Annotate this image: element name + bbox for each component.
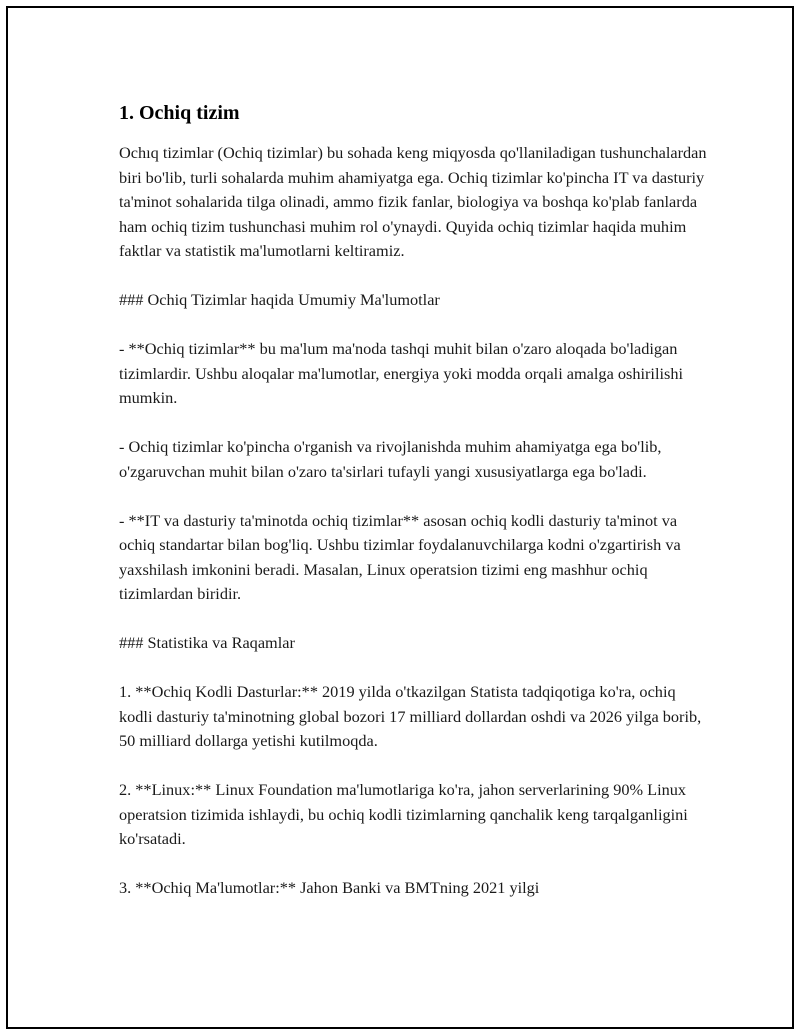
paragraph-gap bbox=[119, 313, 709, 338]
section-heading: 1. Ochiq tizim bbox=[119, 102, 240, 124]
document-body bbox=[119, 98, 709, 901]
paragraph-gap bbox=[119, 656, 709, 681]
intro-paragraph: Ochıq tizimlar (Ochiq tizimlar) bu sohada keng miqyosda qo'llaniladigan tushunchalardan biri bo'lib, turli sohalarda muhim ahamiyatga ega. Ochiq tizimlar ko'pincha IT va dasturiy ta'minot sohalarida tilga olinadi, ammo fizik fanlar, biologiya va boshqa ko'plab fanlarda ham ochiq tizim tushunchasi muhim rol o'ynaydi. Quyida ochiq tizimlar haqida muhim faktlar va statistik ma'lumotlarni keltiramiz. bbox=[119, 143, 707, 260]
stat-item-linux: 2. **Linux:** Linux Foundation ma'lumotlariga ko'ra, jahon serverlarining 90% Linux operatsion tizimida ishlaydi, bu ochiq kodli tizimlarning qanchalik keng tarqalganligini ko'rsatadi. bbox=[119, 780, 688, 848]
bullet-it-software: - **IT va dasturiy ta'minotda ochiq tizimlar** asosan ochiq kodli dasturiy ta'minot va ochiq standartar bilan bog'liq. Ushbu tizimlar foydalanuvchilarga kodni o'zgartirish va yaxshilash imkonini beradi. Masalan, Linux operatsion tizimi eng mashhur ochiq tizimlardan biridir. bbox=[119, 510, 681, 603]
stat-item-open-source: 1. **Ochiq Kodli Dasturlar:** 2019 yilda o'tkazilgan Statista tadqiqotiga ko'ra, ochiq kodli dasturiy ta'minotning global bozori 17 milliard dollardan oshdi va 2026 yilga borib, 50 milliard dollarga yetishi kutilmoqda. bbox=[119, 682, 702, 750]
bullet-learning: - Ochiq tizimlar ko'pincha o'rganish va rivojlanishda muhim ahamiyatga ega bo'lib, o'zgaruvchan muhit bilan o'zaro ta'sirlari tufayli yangi xususiyatlarga ega bo'ladi. bbox=[119, 437, 662, 481]
page-frame bbox=[6, 6, 794, 1029]
paragraph-gap bbox=[119, 754, 709, 779]
subheading-general-info: ### Ochiq Tizimlar haqida Umumiy Ma'lumotlar bbox=[119, 290, 440, 309]
bullet-open-systems: - **Ochiq tizimlar** bu ma'lum ma'noda tashqi muhit bilan o'zaro aloqada bo'ladigan tizimlardir. Ushbu aloqalar ma'lumotlar, energiya yoki modda orqali amalga oshirilishi mumkin. bbox=[119, 339, 683, 407]
paragraph-gap bbox=[119, 411, 709, 436]
paragraph-gap bbox=[119, 607, 709, 632]
paragraph-gap bbox=[119, 264, 709, 289]
paragraph-gap bbox=[119, 852, 709, 877]
subheading-statistics: ### Statistika va Raqamlar bbox=[119, 633, 295, 652]
stat-item-open-data: 3. **Ochiq Ma'lumotlar:** Jahon Banki va BMTning 2021 yilgi bbox=[119, 878, 540, 897]
paragraph-gap bbox=[119, 484, 709, 509]
